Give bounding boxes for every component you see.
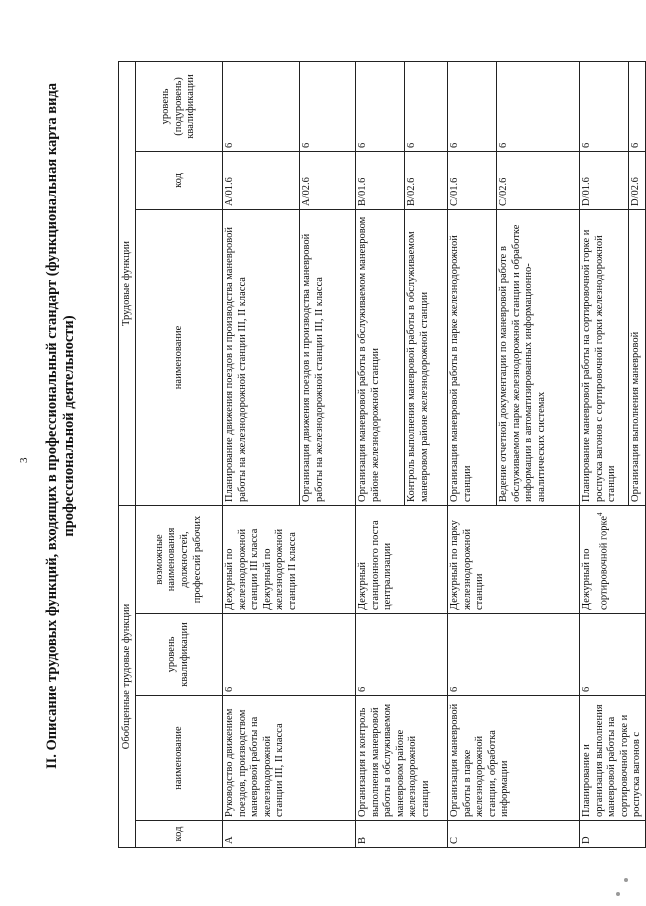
group-code: [356, 821, 448, 848]
group-name: [223, 696, 356, 821]
group-name: [448, 696, 580, 821]
labor-function-code: A/01.6: [223, 151, 300, 209]
labor-function-level: 6: [497, 61, 580, 151]
group-name: [580, 696, 646, 821]
labor-function-code: B/01.6: [356, 151, 405, 209]
group-code: [448, 821, 580, 848]
group-name-text: Руководство движением поездов, производством маневровой работы на железнодорожной станции III, II класса: [224, 708, 286, 817]
group-code-text: B: [357, 836, 368, 844]
group-positions: [223, 505, 356, 613]
group-name-text: Организация и контроль выполнения маневровой работы в обслуживаемом маневровом районе железнодорожной станции: [357, 703, 431, 817]
group-positions-text: Дежурный по сортировочной горке: [581, 515, 610, 610]
labor-function-level-header: уровень (подуровень) квалификации: [136, 61, 223, 151]
labor-function-level: 6: [300, 61, 356, 151]
group-positions: [580, 505, 646, 613]
labor-function-level: 6: [448, 61, 497, 151]
group-level: [448, 614, 580, 696]
labor-function-name: Организация маневровой работы в обслуживаемом маневровом районе железнодорожной станции: [356, 209, 405, 505]
labor-function-name: Организация выполнения маневровой: [629, 209, 646, 505]
scan-dot: [624, 878, 628, 882]
labor-function-name: Планирование маневровой работы на сортировочной горке и роспуска вагонов с сортировочной горки железнодорожной станции: [580, 209, 629, 505]
generalized-functions-header: Обобщенные трудовые функции: [119, 505, 136, 847]
group-name: [356, 696, 448, 821]
labor-function-name-header: наименование: [136, 209, 223, 505]
labor-function-code: B/02.6: [405, 151, 448, 209]
table-row: [448, 61, 497, 847]
section-title-line-1: II. Описание трудовых функций, входящих в профессиональный стандарт (функциональная карта вида: [44, 82, 60, 770]
group-code-text: D: [581, 836, 592, 844]
labor-function-name: Планирование движения поездов и производства маневровой работы на железнодорожной станции III, II класса: [223, 209, 300, 505]
labor-function-name: Организация движения поездов и производства маневровой работы на железнодорожной станции III, II класса: [300, 209, 356, 505]
group-code-text: A: [224, 836, 235, 844]
group-level-text: 6: [357, 686, 368, 692]
labor-function-level: 6: [580, 61, 629, 151]
header-row-1: [119, 61, 136, 847]
labor-function-name: Организация маневровой работы в парке железнодорожной станции: [448, 209, 497, 505]
code-header: код: [136, 821, 223, 848]
name-header: наименование: [136, 696, 223, 821]
group-level: [356, 614, 448, 696]
group-positions: [448, 505, 580, 613]
labor-function-level: 6: [356, 61, 405, 151]
labor-function-level: 6: [223, 61, 300, 151]
labor-function-level: 6: [405, 61, 448, 151]
scan-dot: [616, 892, 620, 896]
table-row: [580, 61, 629, 847]
positions-header: возможные наименования должностей, профессий рабочих: [136, 505, 223, 613]
labor-function-code: A/02.6: [300, 151, 356, 209]
footnote-mark: 4: [595, 512, 604, 516]
table-row: [223, 61, 300, 847]
group-code: [223, 821, 356, 848]
section-title-line-2: профессиональной деятельности): [61, 315, 77, 537]
labor-function-name: Контроль выполнения маневровой работы в обслуживаемом маневровом районе железнодорожной станции: [405, 209, 448, 505]
functional-map-table: [118, 61, 646, 848]
group-positions-text: Дежурный станционного поста централизации: [357, 520, 394, 610]
table-row: [356, 61, 405, 847]
labor-functions-header: Трудовые функции: [119, 61, 136, 505]
group-positions: [356, 505, 448, 613]
labor-function-code: C/01.6: [448, 151, 497, 209]
header-row-2: [136, 61, 223, 847]
page-number: 3: [18, 457, 30, 463]
group-level: [580, 614, 646, 696]
group-level-text: 6: [224, 686, 235, 692]
group-positions-text: Дежурный по парку железнодорожной станции: [449, 520, 486, 610]
group-level-text: 6: [449, 686, 460, 692]
group-level-text: 6: [581, 686, 592, 692]
labor-function-code-header: код: [136, 151, 223, 209]
labor-function-name: Ведение отчетной документации по маневровой работе в обслуживаемом парке железнодорожной станции и обработке информации в автоматизированных информационно-аналитических системах: [497, 209, 580, 505]
level-header: уровень квалификации: [136, 614, 223, 696]
group-name-text: Планирование и организация выполнения маневровой работы на сортировочной горке и роспуска вагонов с: [581, 704, 643, 817]
table-body: [223, 61, 646, 847]
labor-function-code: D/01.6: [580, 151, 629, 209]
labor-function-code: C/02.6: [497, 151, 580, 209]
labor-function-level: 6: [629, 61, 646, 151]
section-title: [44, 76, 78, 776]
group-name-text: Организация маневровой работы в парке железнодорожной станции, обработка информации: [449, 703, 511, 817]
group-level: [223, 614, 356, 696]
group-code-text: C: [449, 836, 460, 844]
group-positions-text: Дежурный по железнодорожной станции III класса Дежурный по железнодорожной станции II класса: [224, 528, 298, 610]
group-code: [580, 821, 646, 848]
labor-function-code: D/02.6: [629, 151, 646, 209]
